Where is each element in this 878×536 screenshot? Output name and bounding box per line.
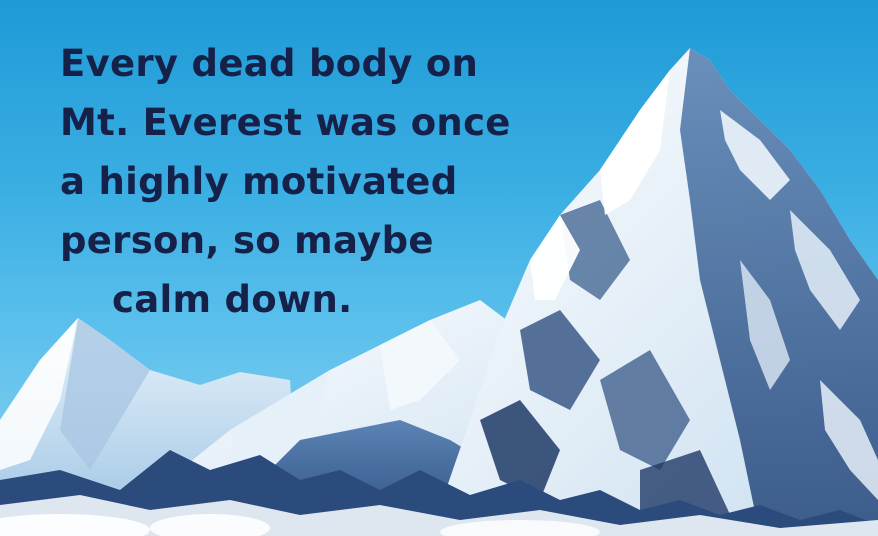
quote-line-2: Mt. Everest was once (60, 101, 511, 144)
motivational-quote (60, 34, 620, 329)
quote-line-4: person, so maybe (60, 219, 434, 262)
quote-line-5: calm down. (112, 278, 353, 321)
quote-line-3: a highly motivated (60, 160, 458, 203)
quote-line-1: Every dead body on (60, 42, 479, 85)
